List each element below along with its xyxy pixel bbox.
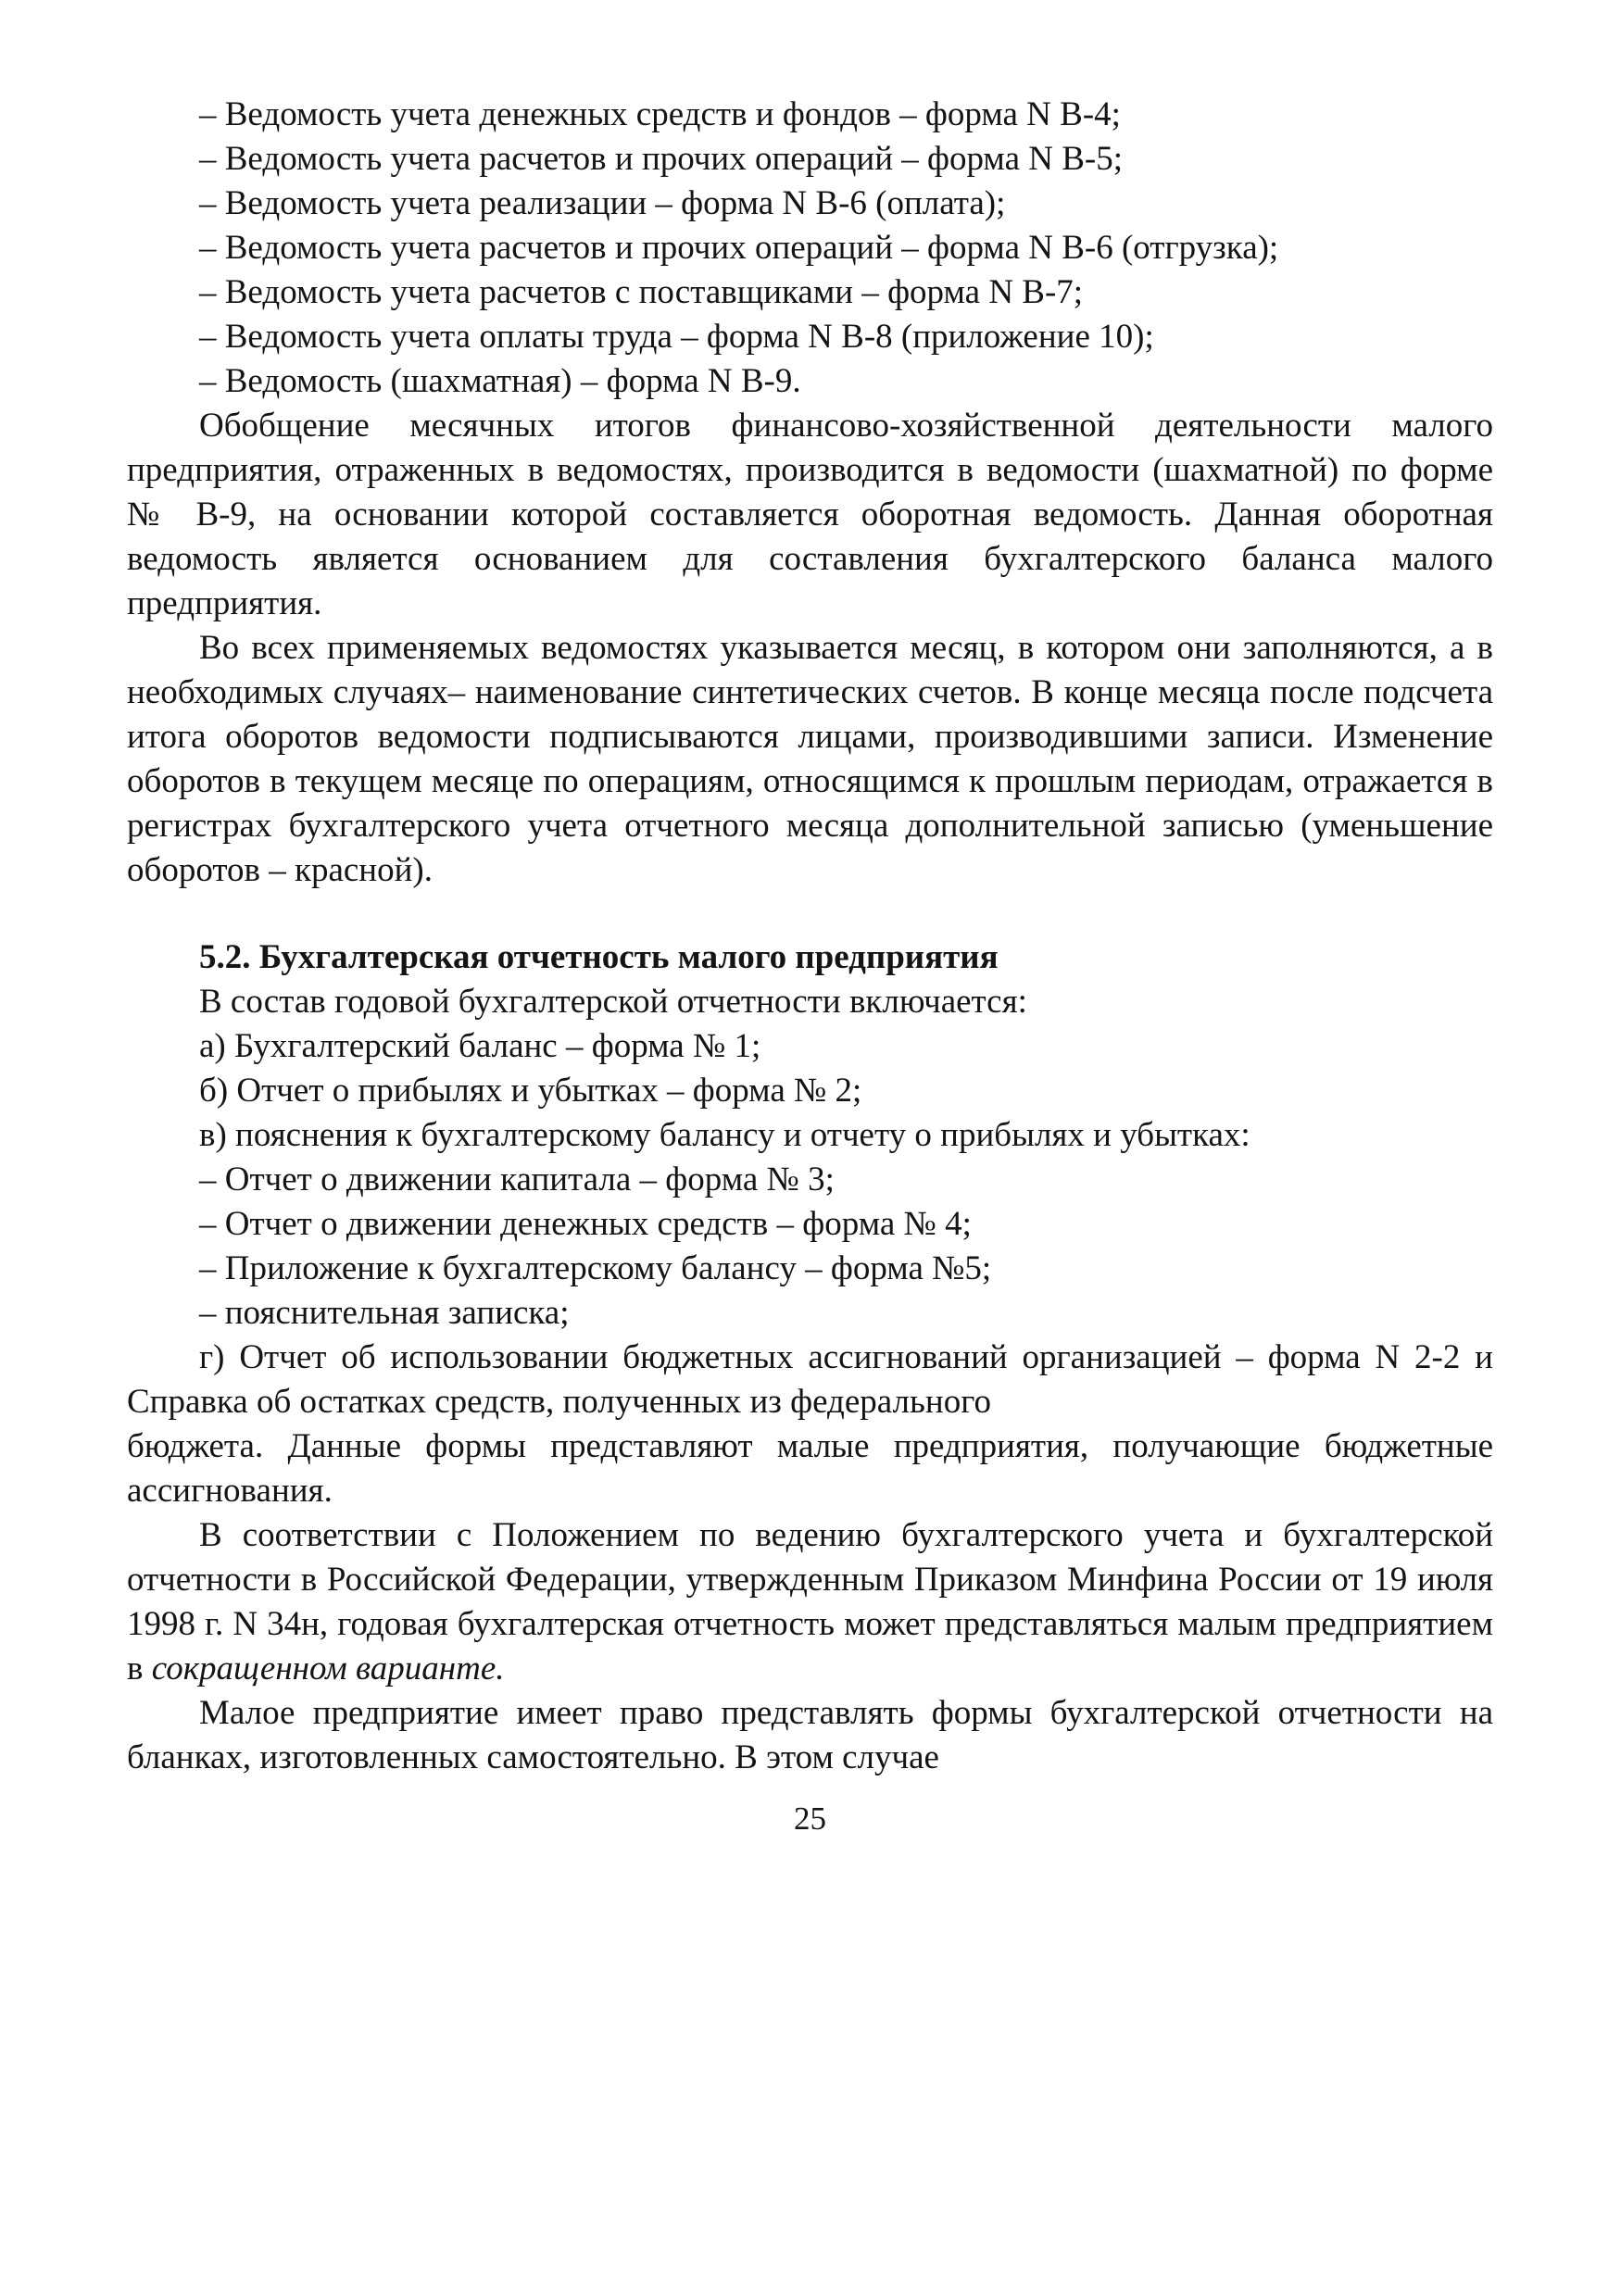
list-item: – Ведомость учета расчетов и прочих операций – форма N В-6 (отгрузка); bbox=[199, 229, 1279, 267]
list-item: – Ведомость учета расчетов и прочих операций – форма N В-5; bbox=[199, 140, 1123, 178]
paragraph-regulation bbox=[127, 1513, 1493, 1691]
list-item-a: а) Бухгалтерский баланс – форма № 1; bbox=[199, 1027, 761, 1065]
paragraph-regulation-text: В соответствии с Положением по ведению бухгалтерского учета и бухгалтерской отчетности в Российской Федерации, утвержденным Приказом Минфина России от 19 июля 1998 г. N 34н, годовая бухгалтерская отчетность может представляться малым предприятием в bbox=[127, 1516, 1493, 1687]
list-item: – Отчет о движении капитала – форма № 3; bbox=[199, 1161, 835, 1198]
list-item: – Ведомость учета реализации – форма N В-6 (оплата); bbox=[199, 184, 1006, 222]
page-content bbox=[127, 93, 1493, 1841]
page-number: 25 bbox=[794, 1800, 826, 1837]
section-heading-5-2: 5.2. Бухгалтерская отчетность малого предприятия bbox=[199, 938, 999, 976]
paragraph-summary-totals: Обобщение месячных итогов финансово-хозяйственной деятельности малого предприятия, отраженных в ведомостях, производится в ведомости (шахматной) по форме № В-9, на основании которой составляется оборотная ведомость. Данная оборотная ведомость является основанием для составления бухгалтерского баланса малого предприятия. bbox=[127, 407, 1493, 622]
paragraph-regulation-emphasis: сокращенном варианте. bbox=[151, 1650, 505, 1687]
paragraph-own-forms: Малое предприятие имеет право представлять формы бухгалтерской отчетности на бланках, изготовленных самостоятельно. В этом случае bbox=[127, 1694, 1493, 1776]
paragraph-budget-forms: бюджета. Данные формы представляют малые предприятия, получающие бюджетные ассигнования. bbox=[127, 1427, 1493, 1510]
list-item: – Ведомость учета денежных средств и фондов – форма N В-4; bbox=[199, 95, 1121, 133]
list-item: – Приложение к бухгалтерскому балансу – форма №5; bbox=[199, 1249, 992, 1287]
list-item: – пояснительная записка; bbox=[199, 1294, 570, 1332]
list-item-b: б) Отчет о прибылях и убытках – форма № 2; bbox=[199, 1072, 862, 1110]
list-item-v: в) пояснения к бухгалтерскому балансу и отчету о прибылях и убытках: bbox=[199, 1116, 1250, 1154]
list-item: – Ведомость учета расчетов с поставщиками – форма N В-7; bbox=[199, 273, 1084, 311]
list-item-g: г) Отчет об использовании бюджетных ассигнований организацией – форма N 2-2 и Справка об остатках средств, полученных из федерального bbox=[127, 1338, 1493, 1421]
paragraph-annual-reporting-intro: В состав годовой бухгалтерской отчетности включается: bbox=[199, 983, 1027, 1021]
list-item: – Отчет о движении денежных средств – форма № 4; bbox=[199, 1205, 972, 1243]
paragraph-month-registers: Во всех применяемых ведомостях указывается месяц, в котором они заполняются, а в необходимых случаях– наименование синтетических счетов. В конце месяца после подсчета итога оборотов ведомости подписываются лицами, производившими записи. Изменение оборотов в текущем месяце по операциям, относящимся к прошлым периодам, отражается в регистрах бухгалтерского учета отчетного месяца дополнительной записью (уменьшение оборотов – красной). bbox=[127, 629, 1493, 889]
list-item: – Ведомость учета оплаты труда – форма N В-8 (приложение 10); bbox=[199, 318, 1154, 356]
list-item: – Ведомость (шахматная) – форма N В-9. bbox=[199, 362, 801, 400]
